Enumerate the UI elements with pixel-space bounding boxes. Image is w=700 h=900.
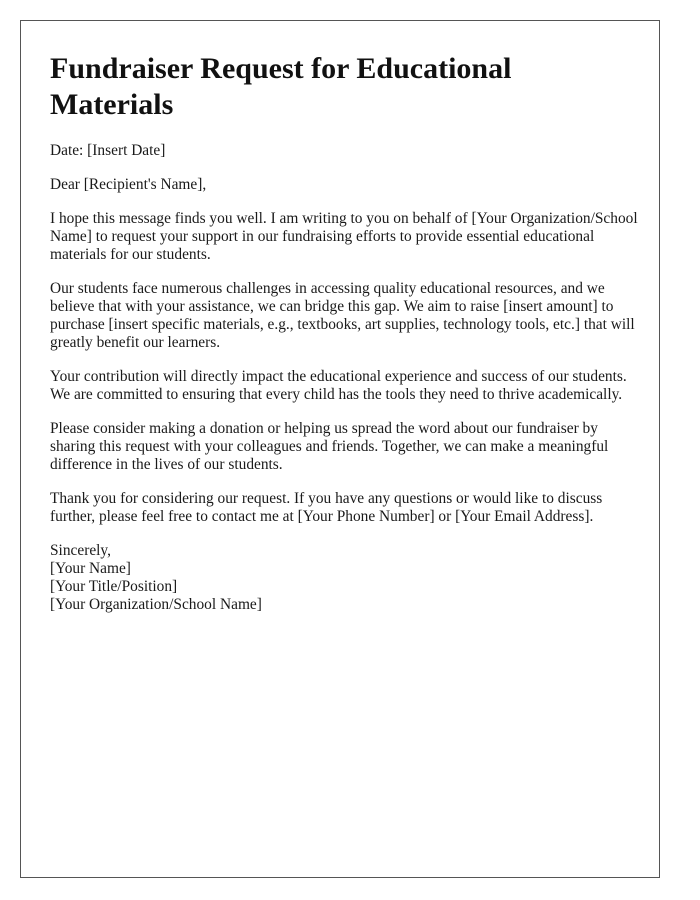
letter-closing: Sincerely, <box>50 542 111 559</box>
letter-paragraph-impact: Your contribution will directly impact the educational experience and success of our students. We are committed to ensuring that every child has the tools they need to thrive academically. <box>50 368 627 403</box>
letter-paragraph-thanks: Thank you for considering our request. If you have any questions or would like to discuss further, please feel free to contact me at [Your Phone Number] or [Your Email Address]. <box>50 490 603 525</box>
signature-title: [Your Title/Position] <box>50 578 178 595</box>
letter-signoff <box>50 542 640 614</box>
letter-salutation: Dear [Recipient's Name], <box>50 176 207 193</box>
signature-organization: [Your Organization/School Name] <box>50 596 262 613</box>
letter-paragraph-intro: I hope this message finds you well. I am writing to you on behalf of [Your Organization/School Name] to request your support in our fundraising efforts to provide essential educational materials for our students. <box>50 210 638 263</box>
letter-date: Date: [Insert Date] <box>50 142 166 159</box>
signature-name: [Your Name] <box>50 560 131 577</box>
letter-title: Fundraiser Request for Educational Materials <box>50 52 512 121</box>
letter-paragraph-need: Our students face numerous challenges in accessing quality educational resources, and we believe that with your assistance, we can bridge this gap. We aim to raise [insert amount] to purchase [insert specific materials, e.g., textbooks, art supplies, technology tools, etc.] that will greatly benefit our learners. <box>50 280 635 351</box>
letter-page <box>20 20 660 878</box>
letter-body <box>50 51 640 630</box>
letter-paragraph-appeal: Please consider making a donation or helping us spread the word about our fundraiser by sharing this request with your colleagues and friends. Together, we can make a meaningful difference in the lives of our students. <box>50 420 609 473</box>
